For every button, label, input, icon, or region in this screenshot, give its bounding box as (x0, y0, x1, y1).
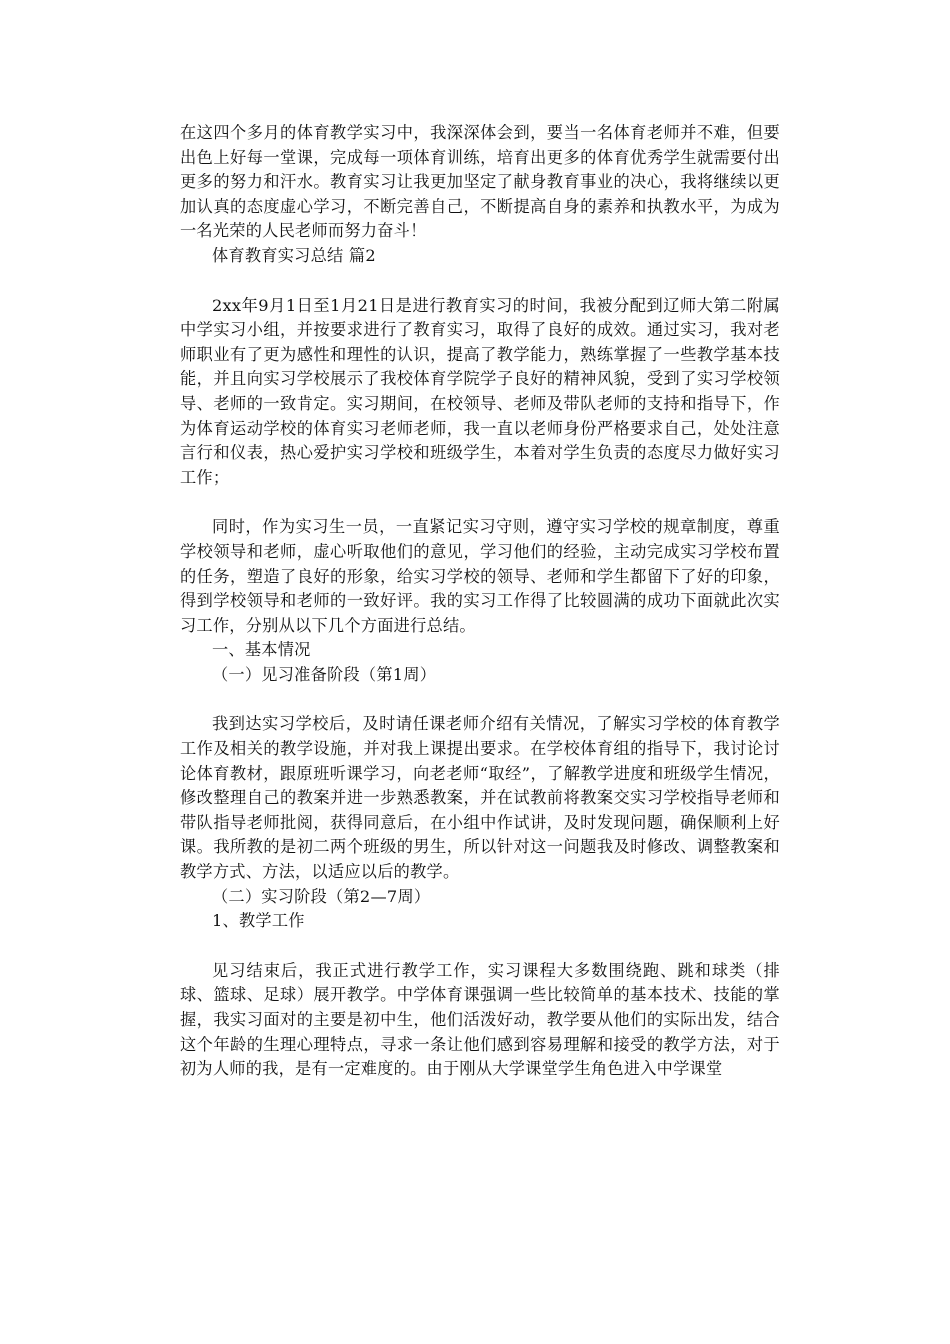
heading-basic-situation: 一、基本情况 (212, 640, 311, 660)
intro-paragraph: 2xx年9月1日至1月21日是进行教育实习的时间，我被分配到辽师大第二附属中学实习小组，并按要求进行了教育实习，取得了良好的成效。通过实习，我对老师职业有了更为感性和理性的认识，提高了教学能力，熟练掌握了一些教学基本技能，并且向实习学校展示了我校体育学院学子良好的精神风貌，受到了实习学校领导、老师的一致肯定。实习期间，在校领导、老师及带队老师的支持和指导下，作为体育运动学校的体育实习老师老师，我一直以老师身份严格要求自己，处处注意言行和仪表，热心爱护实习学校和班级学生，本着对学生负责的态度尽力做好实习工作； (180, 295, 780, 487)
preparation-paragraph: 我到达实习学校后，及时请任课老师介绍有关情况，了解实习学校的体育教学工作及相关的教学设施，并对我上课提出要求。在学校体育组的指导下，我讨论讨论体育教材，跟原班听课学习，向老老师“取经”，了解教学进度和班级学生情况，修改整理自己的教案并进一步熟悉教案，并在试教前将教案交实习学校指导老师和带队指导老师批阅，获得同意后，在小组中作试讲，及时发现问题，确保顺利上好课。我所教的是初二两个班级的男生，所以针对这一问题我及时修改、调整教案和教学方式、方法，以适应以后的教学。 (180, 714, 780, 882)
teaching-paragraph: 见习结束后，我正式进行教学工作，实习课程大多数围绕跑、跳和球类（排球、篮球、足球）展开教学。中学体育课强调一些比较简单的基本技术、技能的掌握，我实习面对的主要是初中生，他们活泼好动，教学要从他们的实际出发，结合这个年龄的生理心理特点，寻求一条让他们感到容易理解和接受的教学方法，对于初为人师的我，是有一定难度的。由于刚从大学课堂学生角色进入中学课堂 (180, 960, 780, 1079)
document-body (180, 121, 780, 1082)
closing-paragraph: 在这四个多月的体育教学实习中，我深深体会到，要当一名体育老师并不难，但要出色上好每一堂课，完成每一项体育训练，培育出更多的体育优秀学生就需要付出更多的努力和汗水。教育实习让我更加坚定了献身教育事业的决心，我将继续以更加认真的态度虚心学习，不断完善自己，不断提高自身的素养和执教水平，为成为一名光荣的人民老师而努力奋斗！ (180, 123, 780, 241)
conduct-paragraph: 同时，作为实习生一员，一直紧记实习守则，遵守实习学校的规章制度，尊重学校领导和老师，虚心听取他们的意见，学习他们的经验，主动完成实习学校布置的任务，塑造了良好的形象，给实习学校的领导、老师和学生都留下了好的印象，得到学校领导和老师的一致好评。我的实习工作得了比较圆满的成功下面就此次实习工作，分别从以下几个方面进行总结。 (180, 517, 780, 635)
heading-teaching-work: 1、教学工作 (212, 911, 305, 931)
section-title: 体育教育实习总结 篇2 (212, 245, 376, 265)
heading-internship-stage: （二）实习阶段（第2—7周） (212, 886, 431, 906)
heading-preparation-stage: （一）见习准备阶段（第1周） (212, 664, 437, 684)
